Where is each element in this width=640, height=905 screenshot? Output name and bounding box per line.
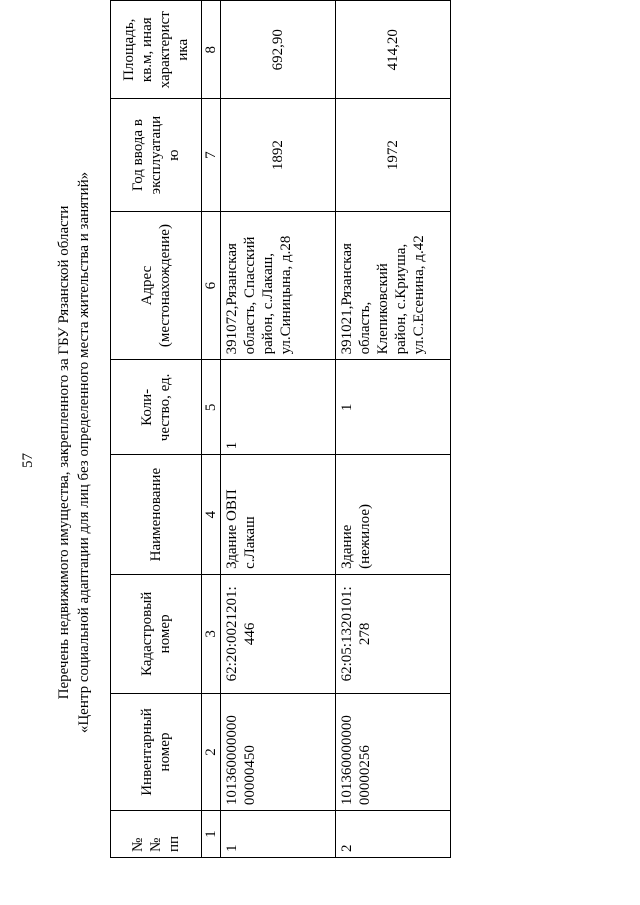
header-inventory-number: Инвентарный номер: [111, 693, 202, 810]
column-number: 8: [202, 1, 221, 99]
cell-area: 414,20: [336, 1, 451, 99]
cell-cadastral-number: 62:20:0021201: 446: [221, 574, 336, 693]
cell-year: 1972: [336, 99, 451, 211]
column-number-row: [202, 1, 221, 858]
header-cadastral-number: Кадастровый номер: [111, 574, 202, 693]
cell-num: 2: [336, 811, 451, 858]
cell-name: Здание (нежилое): [336, 455, 451, 575]
cell-cadastral-number: 62:05:1320101: 278: [336, 574, 451, 693]
cell-year: 1892: [221, 99, 336, 211]
cell-quantity: 1: [221, 360, 336, 455]
page-number: 57: [20, 453, 36, 468]
cell-name: Здание ОВП с.Лакаш: [221, 455, 336, 575]
property-table: [110, 0, 451, 858]
column-number: 6: [202, 211, 221, 360]
cell-address: 391072,Рязанская область, Спасский район, с.Лакаш, ул.Синицына, д.28: [221, 211, 336, 360]
column-number: 1: [202, 811, 221, 858]
header-num: № № пп: [111, 811, 202, 858]
cell-address: 391021,Рязанская область, Клепиковский район, с.Криуша, ул.С.Есенина, д.42: [336, 211, 451, 360]
header-quantity: Коли- чество, ед.: [111, 360, 202, 455]
cell-inventory-number: 101360000000 00000450: [221, 693, 336, 810]
column-number: 5: [202, 360, 221, 455]
cell-quantity: 1: [336, 360, 451, 455]
header-year: Год ввода в эксплуатаци ю: [111, 99, 202, 211]
table-row: [336, 1, 451, 858]
document-title-line-1: Перечень недвижимого имущества, закрепленного за ГБУ Рязанской области: [56, 205, 72, 700]
table-row: [221, 1, 336, 858]
cell-area: 692,90: [221, 1, 336, 99]
header-name: Наименование: [111, 455, 202, 575]
column-number: 4: [202, 455, 221, 575]
header-address: Адрес (местонахождение): [111, 211, 202, 360]
header-area: Площадь, кв.м, иная характерист ика: [111, 1, 202, 99]
column-number: 2: [202, 693, 221, 810]
column-number: 3: [202, 574, 221, 693]
column-number: 7: [202, 99, 221, 211]
document-title-line-2: «Центр социальной адаптации для лиц без определенного места жительства и занятий»: [76, 171, 92, 734]
cell-num: 1: [221, 811, 336, 858]
table-header-row: [111, 1, 202, 858]
cell-inventory-number: 101360000000 00000256: [336, 693, 451, 810]
